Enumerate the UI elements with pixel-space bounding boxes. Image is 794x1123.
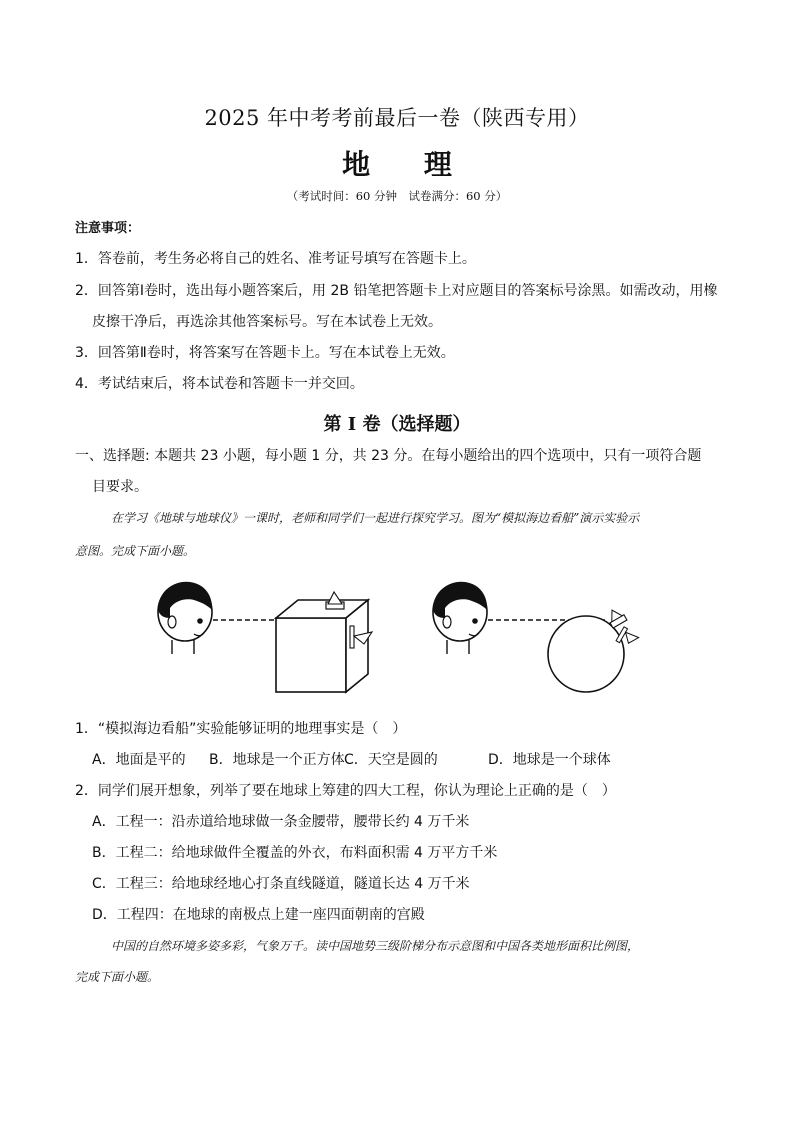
question-1-option-a: A．地面是平的 [92,752,186,768]
subject-title: 地 理 [342,148,474,181]
student-head-icon-2 [433,582,487,654]
passage-2-line-2: 完成下面小题。 [75,970,160,984]
notice-item-1: 1．答卷前，考生务必将自己的姓名、准考证号填写在答题卡上。 [75,251,476,267]
exam-info: （考试时间：60 分钟 试卷满分：60 分） [286,189,508,203]
cube-icon [276,592,372,692]
exam-title: 2025 年中考考前最后一卷（陕西专用） [204,106,590,130]
question-1-option-c: C．天空是圆的 [344,752,438,768]
notice-item-4: 4．考试结束后，将本试卷和答题卡一并交回。 [75,376,364,392]
ship-watching-figure [150,574,640,698]
section-title: 第 I 卷（选择题） [323,414,471,435]
question-2-option-b: B．工程二：给地球做件全覆盖的外衣，布料面积需 4 万平方千米 [92,845,498,861]
student-head-icon [158,582,212,654]
notice-item-3: 3．回答第Ⅱ卷时，将答案写在答题卡上。写在本试卷上无效。 [75,345,455,361]
question-1-option-b: B．地球是一个正方体 [209,752,345,768]
passage-1-line-2: 意图。完成下面小题。 [75,544,196,558]
question-2-option-a: A．工程一：沿赤道给地球做一条金腰带，腰带长约 4 万千米 [92,814,470,830]
notice-heading: 注意事项： [75,221,141,236]
question-1-stem: 1．“模拟海边看船”实验能够证明的地理事实是（ ） [75,721,407,737]
passage-2-line-1: 中国的自然环境多姿多彩，气象万千。读中国地势三级阶梯分布示意图和中国各类地形面积比例图， [111,939,640,953]
passage-1-line-1: 在学习《地球与地球仪》一课时，老师和同学们一起进行探究学习。图为“模拟海边看船”演示实验示 [111,511,640,525]
sphere-icon [548,606,640,692]
question-2-option-d: D．工程四：在地球的南极点上建一座四面朝南的宫殿 [92,907,425,923]
question-1-option-d: D．地球是一个球体 [488,752,611,768]
notice-item-2: 2．回答第Ⅰ卷时，选出每小题答案后，用 2B 铅笔把答题卡上对应题目的答案标号涂黑。如需改动，用橡 [75,283,718,299]
question-2-option-c: C．工程三：给地球经地心打条直线隧道，隧道长达 4 万千米 [92,876,470,892]
section-instruction: 一、选择题: 本题共 23 小题，每小题 1 分，共 23 分。在每小题给出的四个选项中，只有一项符合题 [75,448,702,464]
notice-item-2-cont: 皮擦干净后，再选涂其他答案标号。写在本试卷上无效。 [92,314,442,330]
question-2-stem: 2．同学们展开想象，列举了要在地球上筹建的四大工程，你认为理论上正确的是（ ） [75,783,616,799]
section-instruction-cont: 目要求。 [92,479,148,495]
